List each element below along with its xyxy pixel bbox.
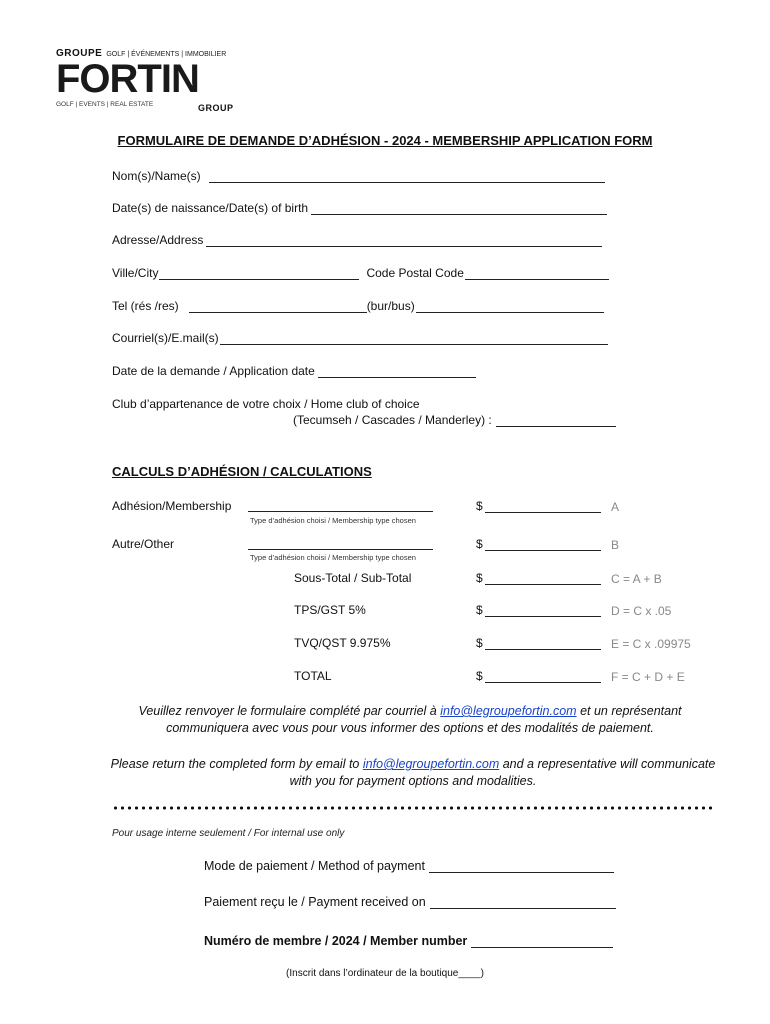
other-label: Autre/Other: [112, 537, 175, 551]
gst-label: TPS/GST 5%: [294, 603, 366, 617]
tel-row: [112, 299, 604, 313]
amount-e-field[interactable]: [476, 636, 601, 650]
app-date-label: Date de la demande / Application date: [112, 364, 315, 378]
formula-e: E = C x .09975: [611, 637, 691, 651]
tel-bus-field[interactable]: [416, 300, 604, 313]
qst-label: TVQ/QST 9.975%: [294, 636, 391, 650]
currency-symbol: $: [476, 603, 483, 617]
amount-a-field[interactable]: [476, 499, 601, 513]
formula-f: F = C + D + E: [611, 670, 685, 684]
membership-type-hint: Type d’adhésion choisi / Membership type chosen: [250, 516, 416, 525]
payment-method-field[interactable]: [429, 860, 614, 873]
address-label: Adresse/Address: [112, 233, 204, 247]
member-number-field[interactable]: [471, 935, 613, 948]
calc-section-title: CALCULS D’ADHÉSION / CALCULATIONS: [112, 464, 372, 479]
birth-field[interactable]: [311, 202, 607, 215]
note-french: [100, 703, 720, 737]
amount-f-field[interactable]: [476, 669, 601, 683]
tel-res-field[interactable]: [189, 300, 367, 313]
email-link-en[interactable]: info@legroupefortin.com: [362, 757, 500, 771]
membership-type-field[interactable]: [248, 510, 433, 512]
currency-symbol: $: [476, 499, 483, 513]
names-field[interactable]: [209, 170, 605, 183]
payment-received-field[interactable]: [430, 896, 616, 909]
email-field[interactable]: [220, 332, 608, 345]
logo-tagline-fr: GOLF | ÉVÉNEMENTS | IMMOBILIER: [106, 51, 227, 58]
note-fr-text-after: et un représentant communiquera avec vous pour vous informer des options et des modalités de paiement.: [166, 704, 682, 735]
email-label: Courriel(s)/E.mail(s): [112, 331, 219, 345]
dotted-separator: [112, 806, 712, 810]
fortin-logo: [56, 48, 256, 116]
currency-symbol: $: [476, 537, 483, 551]
formula-c: C = A + B: [611, 572, 662, 586]
shop-computer-note: (Inscrit dans l’ordinateur de la boutique____): [286, 968, 484, 979]
app-date-field[interactable]: [318, 365, 476, 378]
postal-label: Code Postal Code: [366, 266, 464, 280]
subtotal-label: Sous-Total / Sub-Total: [294, 571, 412, 585]
currency-symbol: $: [476, 571, 483, 585]
email-row: [112, 331, 608, 345]
amount-c-field[interactable]: [476, 571, 601, 585]
club-field[interactable]: [496, 414, 616, 427]
internal-use-label: Pour usage interne seulement / For internal use only: [112, 828, 345, 839]
total-label: TOTAL: [294, 669, 332, 683]
bus-label: (bur/bus): [366, 299, 415, 313]
club-row: [112, 397, 420, 411]
email-link-fr[interactable]: info@legroupefortin.com: [440, 704, 577, 718]
address-row: [112, 233, 602, 247]
note-en-text-after: and a representative will communicate with you for payment options and modalities.: [289, 757, 716, 788]
form-title: FORMULAIRE DE DEMANDE D’ADHÉSION - 2024 - MEMBERSHIP APPLICATION FORM: [117, 133, 653, 148]
currency-symbol: $: [476, 669, 483, 683]
other-type-field[interactable]: [248, 548, 433, 550]
city-row: [112, 266, 609, 280]
membership-label: Adhésion/Membership: [112, 499, 232, 513]
logo-name: FORTIN: [56, 57, 199, 101]
names-label: Nom(s)/Name(s): [112, 169, 201, 183]
logo-tagline-en: GOLF | EVENTS | REAL ESTATE: [56, 101, 154, 108]
logo-groupe: GROUPE: [56, 48, 103, 59]
member-number-label: Numéro de membre / 2024 / Member number: [204, 934, 468, 948]
club-label: Club d’appartenance de votre choix / Home club of choice: [112, 397, 420, 411]
postal-field[interactable]: [465, 267, 609, 280]
amount-d-field[interactable]: [476, 603, 601, 617]
tel-label: Tel (rés /res): [112, 299, 179, 313]
names-row: [112, 169, 605, 183]
note-en-text-before: Please return the completed form by email to: [110, 757, 363, 771]
address-field[interactable]: [206, 234, 602, 247]
birth-label: Date(s) de naissance/Date(s) of birth: [112, 201, 309, 215]
payment-received-row: [204, 895, 616, 909]
city-label: Ville/City: [112, 266, 159, 280]
payment-method-row: [204, 859, 614, 873]
payment-received-label: Paiement reçu le / Payment received on: [204, 895, 426, 909]
city-field[interactable]: [159, 267, 359, 280]
club-options-row: [293, 413, 616, 427]
currency-symbol: $: [476, 636, 483, 650]
member-number-row: [204, 934, 613, 948]
logo-group: GROUP: [198, 103, 234, 113]
payment-method-label: Mode de paiement / Method of payment: [204, 859, 425, 873]
amount-b-field[interactable]: [476, 537, 601, 551]
app-date-row: [112, 364, 476, 378]
formula-d: D = C x .05: [611, 604, 672, 618]
formula-a: A: [611, 500, 620, 514]
note-fr-text-before: Veuillez renvoyer le formulaire complété par courriel à: [138, 704, 441, 718]
club-options-label: (Tecumseh / Cascades / Manderley) :: [293, 413, 492, 427]
other-type-hint: Type d’adhésion choisi / Membership type chosen: [250, 553, 416, 562]
formula-b: B: [611, 538, 620, 552]
note-english: [108, 756, 718, 790]
birth-row: [112, 201, 607, 215]
